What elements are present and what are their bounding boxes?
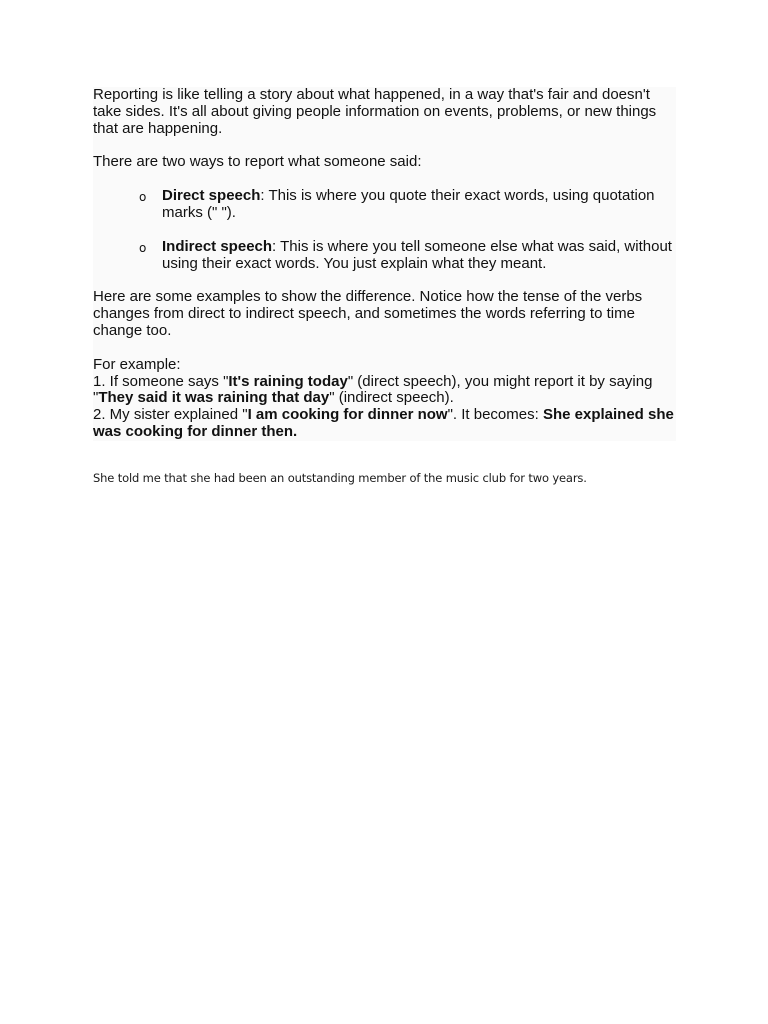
ways-intro-paragraph: There are two ways to report what someone said: (93, 153, 422, 171)
example-2 (93, 407, 676, 441)
for-example-label: For example: (93, 355, 181, 373)
example-2-prefix: 2. My sister explained " (93, 406, 248, 424)
example-1-indirect: They said it was raining that day (98, 389, 330, 407)
bullet-icon: o (139, 190, 147, 205)
bullet-icon: o (139, 240, 147, 255)
example-sentence-note: She told me that she had been an outstanding member of the music club for two years. (93, 470, 587, 485)
definition-indirect-speech: : This is where you tell someone else what was said, without using their exact words. You just explain what they meant. (162, 237, 672, 272)
document-body (93, 87, 676, 441)
definition-direct-speech: : This is where you quote their exact words, using quotation marks (" "). (162, 187, 655, 221)
example-1-middle: " (direct speech), you might report it by saying " (93, 372, 653, 407)
list-item-indirect-speech (93, 239, 676, 273)
intro-paragraph: Reporting is like telling a story about what happened, in a way that's fair and doesn't take sides. It's all about giving people information on events, problems, or new things that are happening. (93, 86, 657, 137)
example-1 (93, 374, 676, 408)
example-2-indirect: She explained she was cooking for dinner then. (93, 406, 674, 440)
list-item-direct-speech (93, 188, 676, 222)
term-direct-speech: Direct speech (162, 187, 261, 205)
examples-intro-paragraph: Here are some examples to show the difference. Notice how the tense of the verbs changes from direct to indirect speech, and sometimes the words referring to time change too. (93, 288, 643, 339)
example-2-direct: I am cooking for dinner now (247, 406, 448, 424)
speech-types-list (93, 188, 676, 272)
term-indirect-speech: Indirect speech (162, 237, 273, 255)
example-1-direct: It's raining today (228, 372, 348, 390)
example-2-middle: ". It becomes: (447, 406, 543, 424)
example-1-suffix: " (indirect speech). (329, 389, 454, 407)
example-1-prefix: 1. If someone says " (93, 372, 229, 390)
